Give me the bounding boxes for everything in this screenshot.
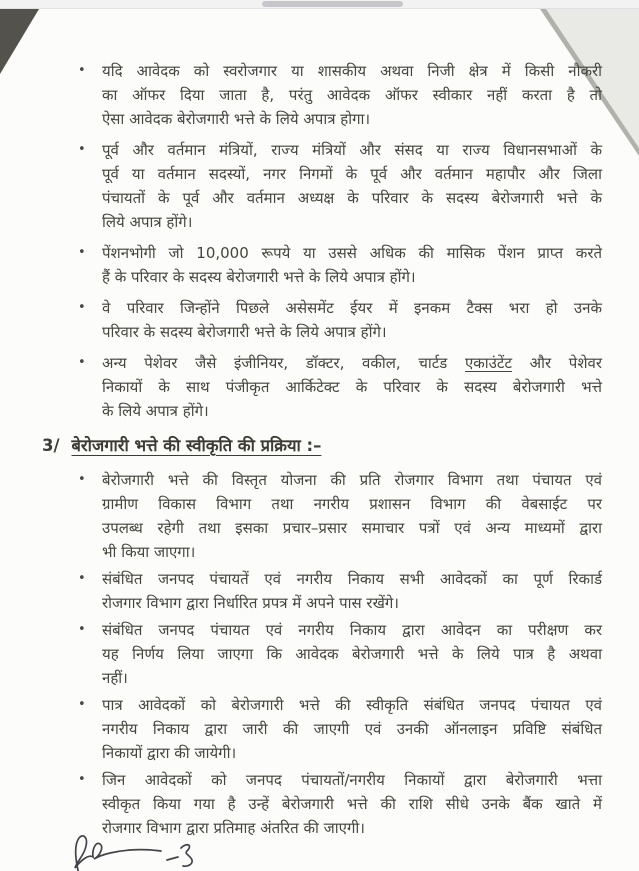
text-line: पूर्व और वर्तमान मंत्रियों, राज्य मंत्रियों और संसद या राज्य विधानसभाओं के bbox=[102, 141, 602, 159]
text-line: के लिये अपात्र होंगे। bbox=[102, 402, 209, 420]
eligibility-bullet-list bbox=[76, 59, 602, 423]
bullet-text bbox=[102, 693, 602, 765]
text-line: संबंधित जनपद पंचायत एवं नगरीय निकाय द्वारा आवेदन का परीक्षण कर bbox=[102, 621, 602, 639]
text-line: का ऑफर दिया जाता है, परंतु आवेदक ऑफर स्वीकार नहीं करता है तो bbox=[102, 86, 602, 104]
bullet-text bbox=[102, 296, 602, 344]
bullet-item bbox=[76, 468, 602, 564]
scrollbar-thumb[interactable] bbox=[262, 1, 403, 7]
text-line: बेरोजगारी भत्ते की विस्तृत योजना की प्रति रोजगार विभाग तथा पंचायत एवं bbox=[102, 471, 602, 489]
scan-corner-artifact bbox=[0, 9, 39, 74]
horizontal-scrollbar[interactable] bbox=[0, 0, 639, 9]
bullet-text bbox=[102, 138, 602, 234]
bullet-item bbox=[76, 768, 602, 840]
scanned-page bbox=[0, 9, 639, 871]
heading-title: बेरोजगारी भत्ते की स्वीकृति की प्रक्रिया :– bbox=[71, 436, 322, 455]
text-line: यह निर्णय लिया जाएगा कि आवेदक बेरोजगारी भत्ते के लिये पात्र है अथवा bbox=[102, 645, 602, 663]
bullet-text bbox=[102, 241, 602, 289]
section-heading bbox=[42, 433, 602, 459]
text-line: ऐसा आवेदक बेरोजगारी भत्ते के लिये अपात्र होगा। bbox=[102, 110, 371, 128]
text-segment: और पेशेवर bbox=[512, 354, 602, 372]
text-line: उपलब्ध रहेगी तथा इसका प्रचार–प्रसार समाचार पत्रों एवं अन्य माध्यमों द्वारा bbox=[102, 519, 602, 537]
bullet-item bbox=[76, 138, 602, 234]
text-line: निकायों द्वारा की जायेगी। bbox=[102, 744, 237, 762]
text-line: नहीं। bbox=[102, 669, 128, 687]
underlined-text: एकाउंटेंट bbox=[464, 354, 513, 372]
text-line: निकायों के साथ पंजीकृत आर्किटेक्ट के परिवार के सदस्य बेरोजगारी भत्ते bbox=[102, 378, 602, 396]
bullet-item bbox=[76, 567, 602, 615]
bullet-text bbox=[102, 468, 602, 564]
text-segment: अन्य पेशेवर जैसे इंजीनियर, डॉक्टर, वकील, चार्टड bbox=[102, 354, 465, 372]
bullet-text bbox=[102, 351, 602, 423]
bullet-dot-icon: • bbox=[78, 245, 86, 260]
text-line: पंचायतों के पूर्व और वर्तमान अध्यक्ष के परिवार के सदस्य बेरोजगारी भत्ते के bbox=[102, 189, 602, 207]
bullet-dot-icon: • bbox=[78, 472, 86, 487]
process-bullet-list bbox=[76, 468, 602, 840]
bullet-dot-icon: • bbox=[78, 622, 86, 637]
bullet-dot-icon: • bbox=[78, 300, 86, 315]
bullet-dot-icon: • bbox=[78, 63, 86, 78]
bullet-text bbox=[102, 59, 602, 131]
bullet-item bbox=[76, 296, 602, 344]
text-line: संबंधित जनपद पंचायतें एवं नगरीय निकाय सभी आवेदकों का पूर्ण रिकार्ड bbox=[102, 570, 602, 588]
handwritten-signature bbox=[64, 833, 196, 871]
text-line bbox=[102, 351, 602, 375]
bullet-item bbox=[76, 618, 602, 690]
text-line: भी किया जाएगा। bbox=[102, 543, 196, 561]
bullet-item bbox=[76, 241, 602, 289]
bullet-text bbox=[102, 618, 602, 690]
text-line: रोजगार विभाग द्वारा निर्धारित प्रपत्र में अपने पास रखेंगे। bbox=[102, 594, 399, 612]
text-line: रोजगार विभाग द्वारा प्रतिमाह अंतरित की जाएगी। bbox=[102, 819, 365, 837]
bullet-dot-icon: • bbox=[78, 571, 86, 586]
bullet-dot-icon: • bbox=[78, 355, 86, 370]
text-line: पात्र आवेदकों को बेरोजगारी भत्ते की स्वीकृति संबंधित जनपद पंचायत एवं bbox=[102, 696, 602, 714]
text-line: जिन आवेदकों को जनपद पंचायतों/नगरीय निकायों द्वारा बेरोजगारी भत्ता bbox=[102, 771, 602, 789]
bullet-dot-icon: • bbox=[78, 772, 86, 787]
text-line: ग्रामीण विकास विभाग तथा नगरीय प्रशासन विभाग की वेबसाईट पर bbox=[102, 495, 602, 513]
document-content bbox=[42, 59, 602, 843]
bullet-item bbox=[76, 351, 602, 423]
text-line: लिये अपात्र होंगे। bbox=[102, 213, 193, 231]
bullet-dot-icon: • bbox=[78, 697, 86, 712]
bullet-dot-icon: • bbox=[78, 142, 86, 157]
bullet-text bbox=[102, 567, 602, 615]
text-line: वे परिवार जिन्होंने पिछले असेसमेंट ईयर में इनकम टैक्स भरा हो उनके bbox=[102, 299, 602, 317]
bullet-text bbox=[102, 768, 602, 840]
bullet-item bbox=[76, 693, 602, 765]
heading-number: 3/ bbox=[42, 436, 60, 455]
text-line: यदि आवेदक को स्वरोजगार या शासकीय अथवा निजी क्षेत्र में किसी नौकरी bbox=[102, 62, 602, 80]
text-line: नगरीय निकाय द्वारा जारी की जाएगी एवं उनकी ऑनलाइन प्रविष्टि संबंधित bbox=[102, 720, 602, 738]
text-line: पेंशनभोगी जो 10,000 रूपये या उससे अधिक की मासिक पेंशन प्राप्त करते bbox=[102, 244, 602, 262]
text-line: परिवार के सदस्य बेरोजगारी भत्ते के लिये अपात्र होंगे। bbox=[102, 323, 387, 341]
text-line: हैं के परिवार के सदस्य बेरोजगारी भत्ते के लिये अपात्र होंगे। bbox=[102, 268, 416, 286]
text-line: पूर्व या वर्तमान सदस्यों, नगर निगमों के पूर्व और वर्तमान महापौर और जिला bbox=[102, 165, 602, 183]
bullet-item bbox=[76, 59, 602, 131]
text-line: स्वीकृत किया गया है उन्हें बेरोजगारी भत्ते की राशि सीधे उनके बैंक खाते में bbox=[102, 795, 602, 813]
